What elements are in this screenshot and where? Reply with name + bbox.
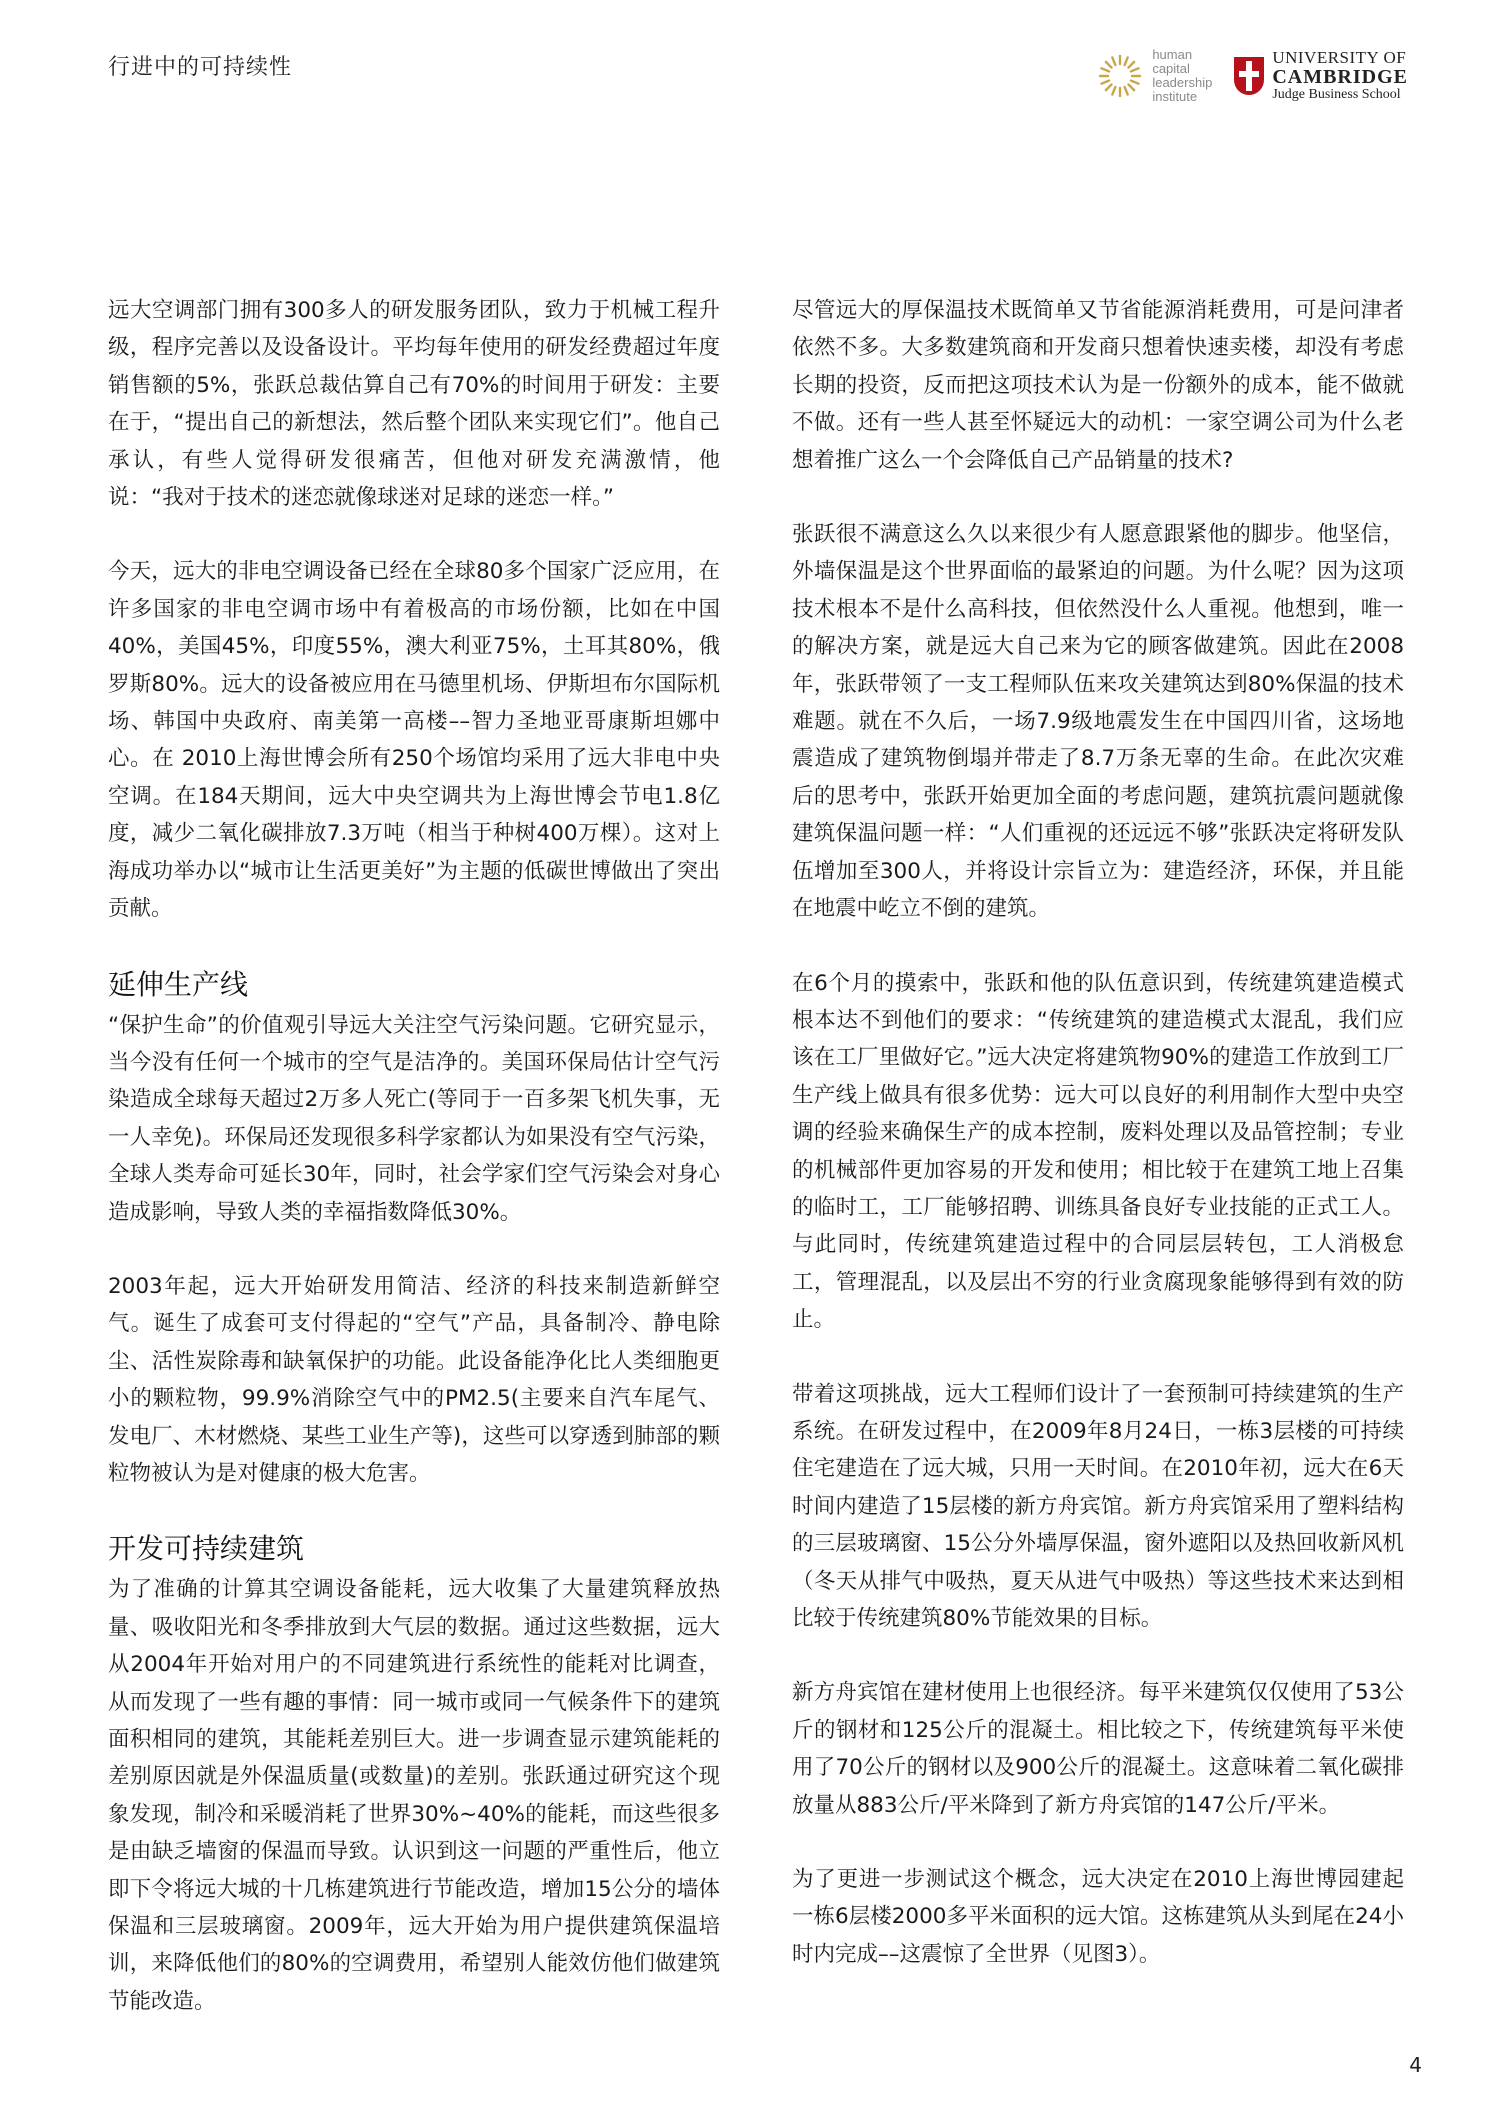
running-header: 行进中的可持续性 <box>108 55 293 80</box>
body-columns <box>108 292 1404 2057</box>
paragraph: 为了准确的计算其空调设备能耗，远大收集了大量建筑释放热量、吸收阳光和冬季排放到大气层的数据。通过这些数据，远大从2004年开始对用户的不同建筑进行系统性的能耗对比调查，从而发现了一些有趣的事情：同一城市或同一气候条件下的建筑面积相同的建筑，其能耗差别巨大。进一步调查显示建筑能耗的差别原因就是外保温质量(或数量)的差别。张跃通过研究这个现象发现，制冷和采暖消耗了世界30%~40%的能耗，而这些很多是由缺乏墙窗的保温而导致。认识到这一问题的严重性后，他立即下令将远大城的十几栋建筑进行节能改造，增加15公分的墙体保温和三层玻璃窗。2009年，远大开始为用户提供建筑保温培训，来降低他们的80%的空调费用，希望别人能效仿他们做建筑节能改造。 <box>108 1577 720 2014</box>
paragraph: 在6个月的摸索中，张跃和他的队伍意识到，传统建筑建造模式根本达不到他们的要求：“传统建筑的建造模式太混乱，我们应该在工厂里做好它。”远大决定将建筑物90%的建造工作放到工厂生产线上做具有很多优势：远大可以良好的利用制作大型中央空调的经验来确保生产的成本控制，废料处理以及品管控制；专业的机械部件更加容易的开发和使用；相比较于在建筑工地上召集的临时工，工厂能够招聘、训练具备良好专业技能的正式工人。与此同时，传统建筑建造过程中的合同层层转包，工人消极怠工，管理混乱，以及层出不穷的行业贪腐现象能够得到有效的防止。 <box>792 970 1404 1333</box>
hcli-logo-text <box>1152 48 1212 104</box>
paragraph: 新方舟宾馆在建材使用上也很经济。每平米建筑仅仅使用了53公斤的钢材和125公斤的混凝土。相比较之下，传统建筑每平米使用了70公斤的钢材以及900公斤的混凝土。这意味着二氧化碳排放量从883公斤/平米降到了新方舟宾馆的147公斤/平米。 <box>792 1680 1404 1818</box>
paragraph: 尽管远大的厚保温技术既简单又节省能源消耗费用，可是问津者依然不多。大多数建筑商和开发商只想着快速卖楼，却没有考虑长期的投资，反而把这项技术认为是一份额外的成本，能不做就不做。还有一些人甚至怀疑远大的动机：一家空调公司为什么老想着推广这么一个会降低自己产品销量的技术? <box>792 298 1404 473</box>
paragraph: 张跃很不满意这么久以来很少有人愿意跟紧他的脚步。他坚信，外墙保温是这个世界面临的最紧迫的问题。为什么呢？因为这项技术根本不是什么高科技，但依然没什么人重视。他想到，唯一的解决方案，就是远大自己来为它的顾客做建筑。因此在2008年，张跃带领了一支工程师队伍来攻关建筑达到80%保温的技术难题。就在不久后，一场7.9级地震发生在中国四川省，这场地震造成了建筑物倒塌并带走了8.7万条无辜的生命。在此次灾难后的思考中，张跃开始更加全面的考虑问题，建筑抗震问题就像建筑保温问题一样：“人们重视的还远远不够”张跃决定将研发队伍增加至300人，并将设计宗旨立为：建造经济，环保，并且能在地震中屹立不倒的建筑。 <box>792 522 1404 922</box>
paragraph: 今天，远大的非电空调设备已经在全球80多个国家广泛应用，在许多国家的非电空调市场中有着极高的市场份额，比如在中国40%，美国45%，印度55%，澳大利亚75%，土耳其80%，俄罗斯80%。远大的设备被应用在马德里机场、伊斯坦布尔国际机场、韩国中央政府、南美第一高楼––智力圣地亚哥康斯坦娜中心。在 2010上海世博会所有250个场馆均采用了远大非电中央空调。在184天期间，远大中央空调共为上海世博会节电1.8亿度，减少二氧化碳排放7.3万吨（相当于种树400万棵）。这对上海成功举办以“城市让生活更美好”为主题的低碳世博做出了突出贡献。 <box>108 559 720 922</box>
left-column <box>108 292 720 2057</box>
page-number: 4 <box>1409 2053 1422 2077</box>
hcli-line: human <box>1152 47 1193 62</box>
cambridge-line2: CAMBRIDGE <box>1272 66 1408 88</box>
cambridge-crest-icon <box>1234 57 1264 95</box>
cambridge-line3: Judge Business School <box>1272 87 1401 102</box>
right-column <box>792 292 1404 2057</box>
paragraph: 为了更进一步测试这个概念，远大决定在2010上海世博园建起一栋6层楼2000多平米面积的远大馆。这栋建筑从头到尾在24小时内完成––这震惊了全世界（见图3）。 <box>792 1867 1404 1967</box>
cambridge-line1: UNIVERSITY OF <box>1272 48 1407 67</box>
paragraph: 2003年起，远大开始研发用简洁、经济的科技来制造新鲜空气。诞生了成套可支付得起的“空气”产品，具备制冷、静电除尘、活性炭除毒和缺氧保护的功能。此设备能净化比人类细胞更小的颗粒物，99.9%消除空气中的PM2.5(主要来自汽车尾气、发电厂、木材燃烧、某些工业生产等)，这些可以穿透到肺部的颗粒物被认为是对健康的极大危害。 <box>108 1273 720 1486</box>
hcli-line: leadership <box>1152 75 1213 90</box>
paragraph: “保护生命”的价值观引导远大关注空气污染问题。它研究显示，当今没有任何一个城市的空气是洁净的。美国环保局估计空气污染造成全球每天超过2万多人死亡(等同于一百多架飞机失事，无一人幸免)。环保局还发现很多科学家都认为如果没有空气污染，全球人类寿命可延长30年，同时，社会学家们空气污染会对身心造成影响，导致人类的幸福指数降低30%。 <box>108 1012 720 1225</box>
sunburst-icon <box>1096 52 1144 100</box>
cambridge-logo-text <box>1272 49 1408 103</box>
logo-bar <box>1096 48 1408 104</box>
section-heading: 延伸生产线 <box>108 967 249 1001</box>
paragraph: 远大空调部门拥有300多人的研发服务团队，致力于机械工程升级，程序完善以及设备设计。平均每年使用的研发经费超过年度销售额的5%，张跃总裁估算自己有70%的时间用于研发：主要在于，“提出自己的新想法，然后整个团队来实现它们”。他自己承认，有些人觉得研发很痛苦，但他对研发充满激情，他说：“我对于技术的迷恋就像球迷对足球的迷恋一样。” <box>108 298 720 511</box>
hcli-line: capital <box>1152 61 1190 76</box>
paragraph: 带着这项挑战，远大工程师们设计了一套预制可持续建筑的生产系统。在研发过程中，在2009年8月24日，一栋3层楼的可持续住宅建造在了远大城，只用一天时间。在2010年初，远大在6天时间内建造了15层楼的新方舟宾馆。新方舟宾馆采用了塑料结构的三层玻璃窗、15公分外墙厚保温，窗外遮阳以及热回收新风机（冬天从排气中吸热，夏天从进气中吸热）等这些技术来达到相比较于传统建筑80%节能效果的目标。 <box>792 1381 1404 1631</box>
section-heading: 开发可持续建筑 <box>108 1532 305 1566</box>
cambridge-logo <box>1234 49 1408 103</box>
hcli-line: institute <box>1152 89 1198 104</box>
hcli-logo <box>1096 48 1212 104</box>
